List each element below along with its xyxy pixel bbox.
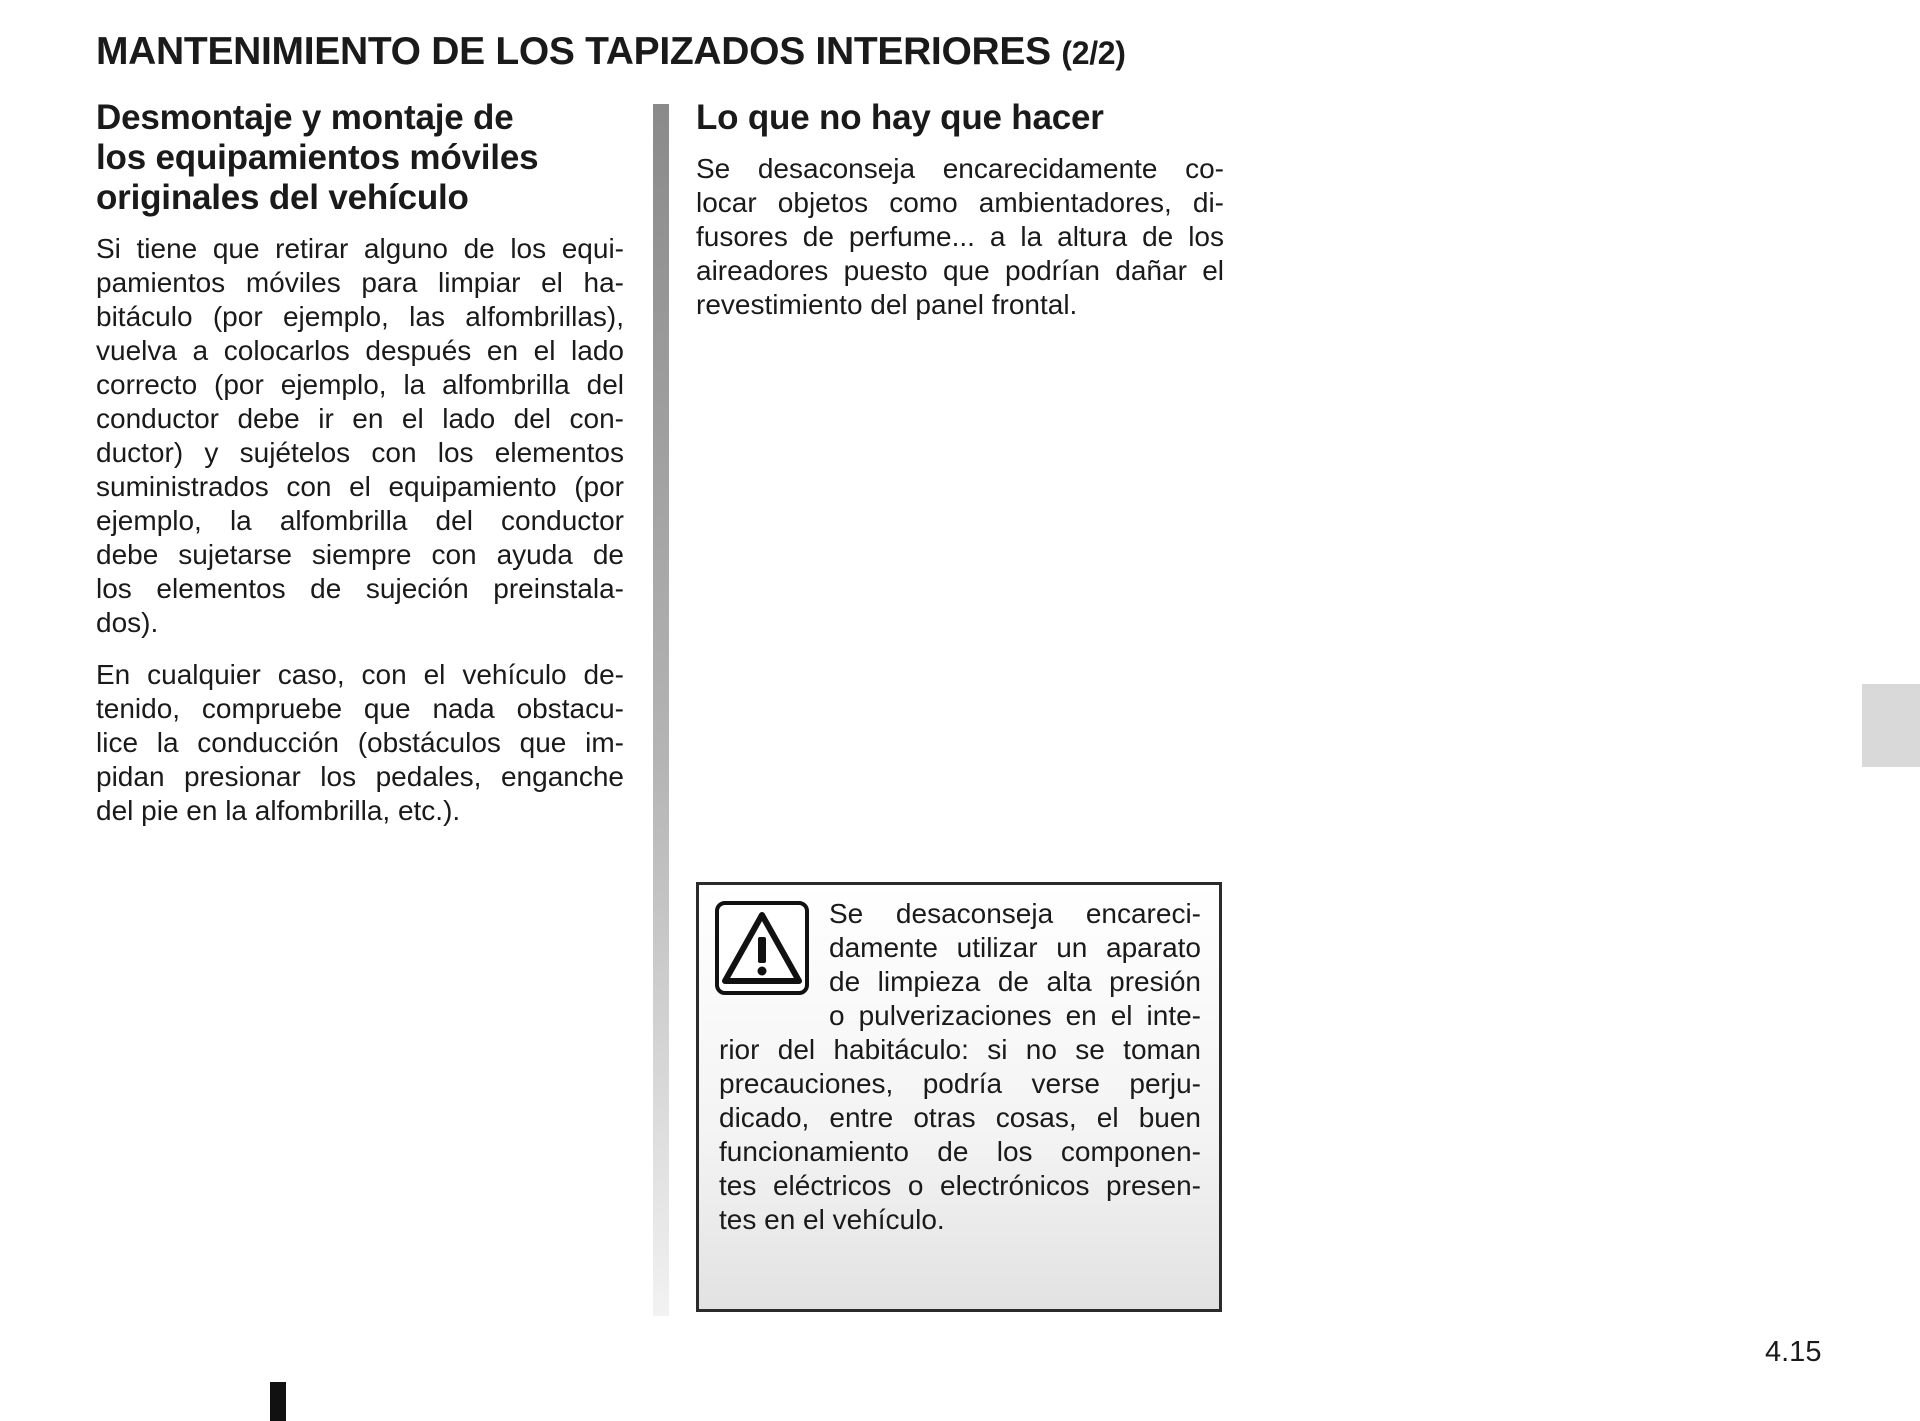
column-divider bbox=[653, 104, 669, 1316]
text-line: fusores de perfume... a la altura de los bbox=[696, 221, 1224, 252]
page-number: 4.15 bbox=[1765, 1336, 1822, 1368]
text-line: lice la conducción (obstáculos que im- bbox=[96, 727, 624, 758]
text-line: pamientos móviles para limpiar el ha- bbox=[96, 267, 624, 298]
warning-line: Se desaconseja encareci- bbox=[829, 898, 1201, 929]
text-line: bitáculo (por ejemplo, las alfombrillas), bbox=[96, 301, 624, 332]
heading-line: los equipamientos móviles bbox=[96, 138, 539, 177]
text-line: aireadores puesto que podrían dañar el bbox=[696, 255, 1224, 286]
warning-line: rior del habitáculo: si no se toman bbox=[719, 1034, 1201, 1065]
text-line: suministrados con el equipamiento (por bbox=[96, 471, 624, 502]
warning-text bbox=[719, 897, 1201, 1237]
text-line: ductor) y sujételos con los elementos bbox=[96, 437, 624, 468]
text-line: pidan presionar los pedales, enganche bbox=[96, 761, 624, 792]
text-line: vuelva a colocarlos después en el lado bbox=[96, 335, 624, 366]
heading-line: originales del vehículo bbox=[96, 178, 469, 217]
page-title-main: MANTENIMIENTO DE LOS TAPIZADOS INTERIORES bbox=[96, 30, 1051, 73]
text-line: debe sujetarse siempre con ayuda de bbox=[96, 539, 624, 570]
section-heading-removal bbox=[96, 98, 624, 218]
donts-paragraph bbox=[696, 152, 1224, 322]
warning-line: funcionamiento de los componen- bbox=[719, 1136, 1201, 1167]
removal-paragraph bbox=[96, 232, 624, 640]
warning-line: precauciones, podría verse perju- bbox=[719, 1068, 1201, 1099]
text-line: ejemplo, la alfombrilla del conductor bbox=[96, 505, 624, 536]
heading-line: Desmontaje y montaje de bbox=[96, 98, 514, 137]
text-line: dos). bbox=[96, 607, 159, 638]
text-line: locar objetos como ambientadores, di- bbox=[696, 187, 1224, 218]
page-title bbox=[96, 30, 1126, 74]
text-line: del pie en la alfombrilla, etc.). bbox=[96, 795, 461, 826]
text-line: En cualquier caso, con el vehículo de- bbox=[96, 659, 624, 690]
page-title-suffix: (2/2) bbox=[1061, 35, 1126, 71]
warning-line: de limpieza de alta presión bbox=[829, 966, 1201, 997]
heading-line: Lo que no hay que hacer bbox=[696, 98, 1104, 137]
warning-line: damente utilizar un aparato bbox=[829, 932, 1201, 963]
text-line: correcto (por ejemplo, la alfombrilla del bbox=[96, 369, 624, 400]
warning-line: dicado, entre otras cosas, el buen bbox=[719, 1102, 1201, 1133]
warning-line: o pulverizaciones en el inte- bbox=[829, 1000, 1201, 1031]
left-column bbox=[96, 98, 624, 846]
text-line: tenido, compruebe que nada obstacu- bbox=[96, 693, 624, 724]
text-line: Se desaconseja encarecidamente co- bbox=[696, 153, 1224, 184]
print-mark bbox=[270, 1382, 286, 1421]
warning-line: tes en el vehículo. bbox=[719, 1204, 945, 1235]
chapter-side-tab bbox=[1862, 684, 1920, 767]
text-line: Si tiene que retirar alguno de los equi- bbox=[96, 233, 624, 264]
warning-box bbox=[696, 882, 1222, 1312]
section-heading-donts bbox=[696, 98, 1224, 138]
text-line: conductor debe ir en el lado del con- bbox=[96, 403, 624, 434]
right-column bbox=[696, 98, 1224, 340]
text-line: los elementos de sujeción preinstala- bbox=[96, 573, 624, 604]
text-line: revestimiento del panel frontal. bbox=[696, 289, 1078, 320]
warning-line: tes eléctricos o electrónicos presen- bbox=[719, 1170, 1201, 1201]
check-paragraph bbox=[96, 658, 624, 828]
